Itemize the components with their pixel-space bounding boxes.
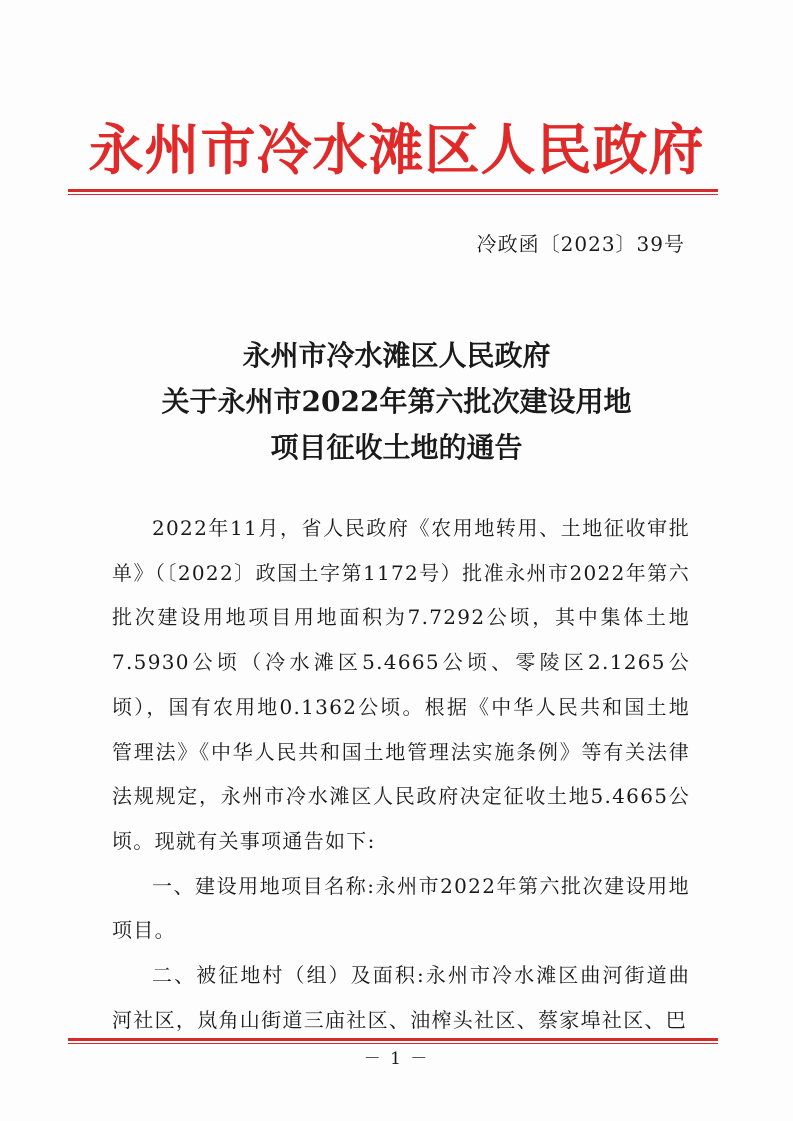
notice-title [0, 333, 793, 471]
notice-title-line-3: 项目征收土地的通告 [270, 431, 523, 464]
issuing-authority-header: 永州市冷水滩区人民政府 [88, 117, 705, 182]
body-paragraph-1: 2022年11月，省人民政府《农用地转用、土地征收审批单》（〔2022〕政国土字第1172号）批准永州市2022年第六批次建设用地项目用地面积为7.7292公顷，其中集体土地7.5930公顷（冷水滩区5.4665公顷、零陵区2.1265公顷），国有农用地0.1362公顷。根据《中华人民共和国土地管理法》《中华人民共和国土地管理法实施条例》等有关法律法规规定，永州市冷水滩区人民政府决定征收土地5.4665公顷。现就有关事项通告如下: [112, 516, 690, 853]
page-number: － 1 － [363, 1049, 430, 1069]
notice-title-line-2: 关于永州市2022年第六批次建设用地 [161, 385, 632, 418]
notice-title-line-1: 永州市冷水滩区人民政府 [242, 339, 551, 372]
header-red-rule [68, 189, 718, 195]
document-number: 冷政函〔2023〕39号 [476, 232, 685, 256]
body-paragraph-2: 一、建设用地项目名称:永州市2022年第六批次建设用地项目。 [112, 873, 690, 943]
footer-red-rule [68, 1038, 718, 1044]
notice-body [112, 506, 690, 1042]
body-paragraph-3: 二、被征地村（组）及面积:永州市冷水滩区曲河街道曲河社区，岚角山街道三庙社区、油榨头社区、蔡家埠社区、巴 [112, 963, 690, 1032]
